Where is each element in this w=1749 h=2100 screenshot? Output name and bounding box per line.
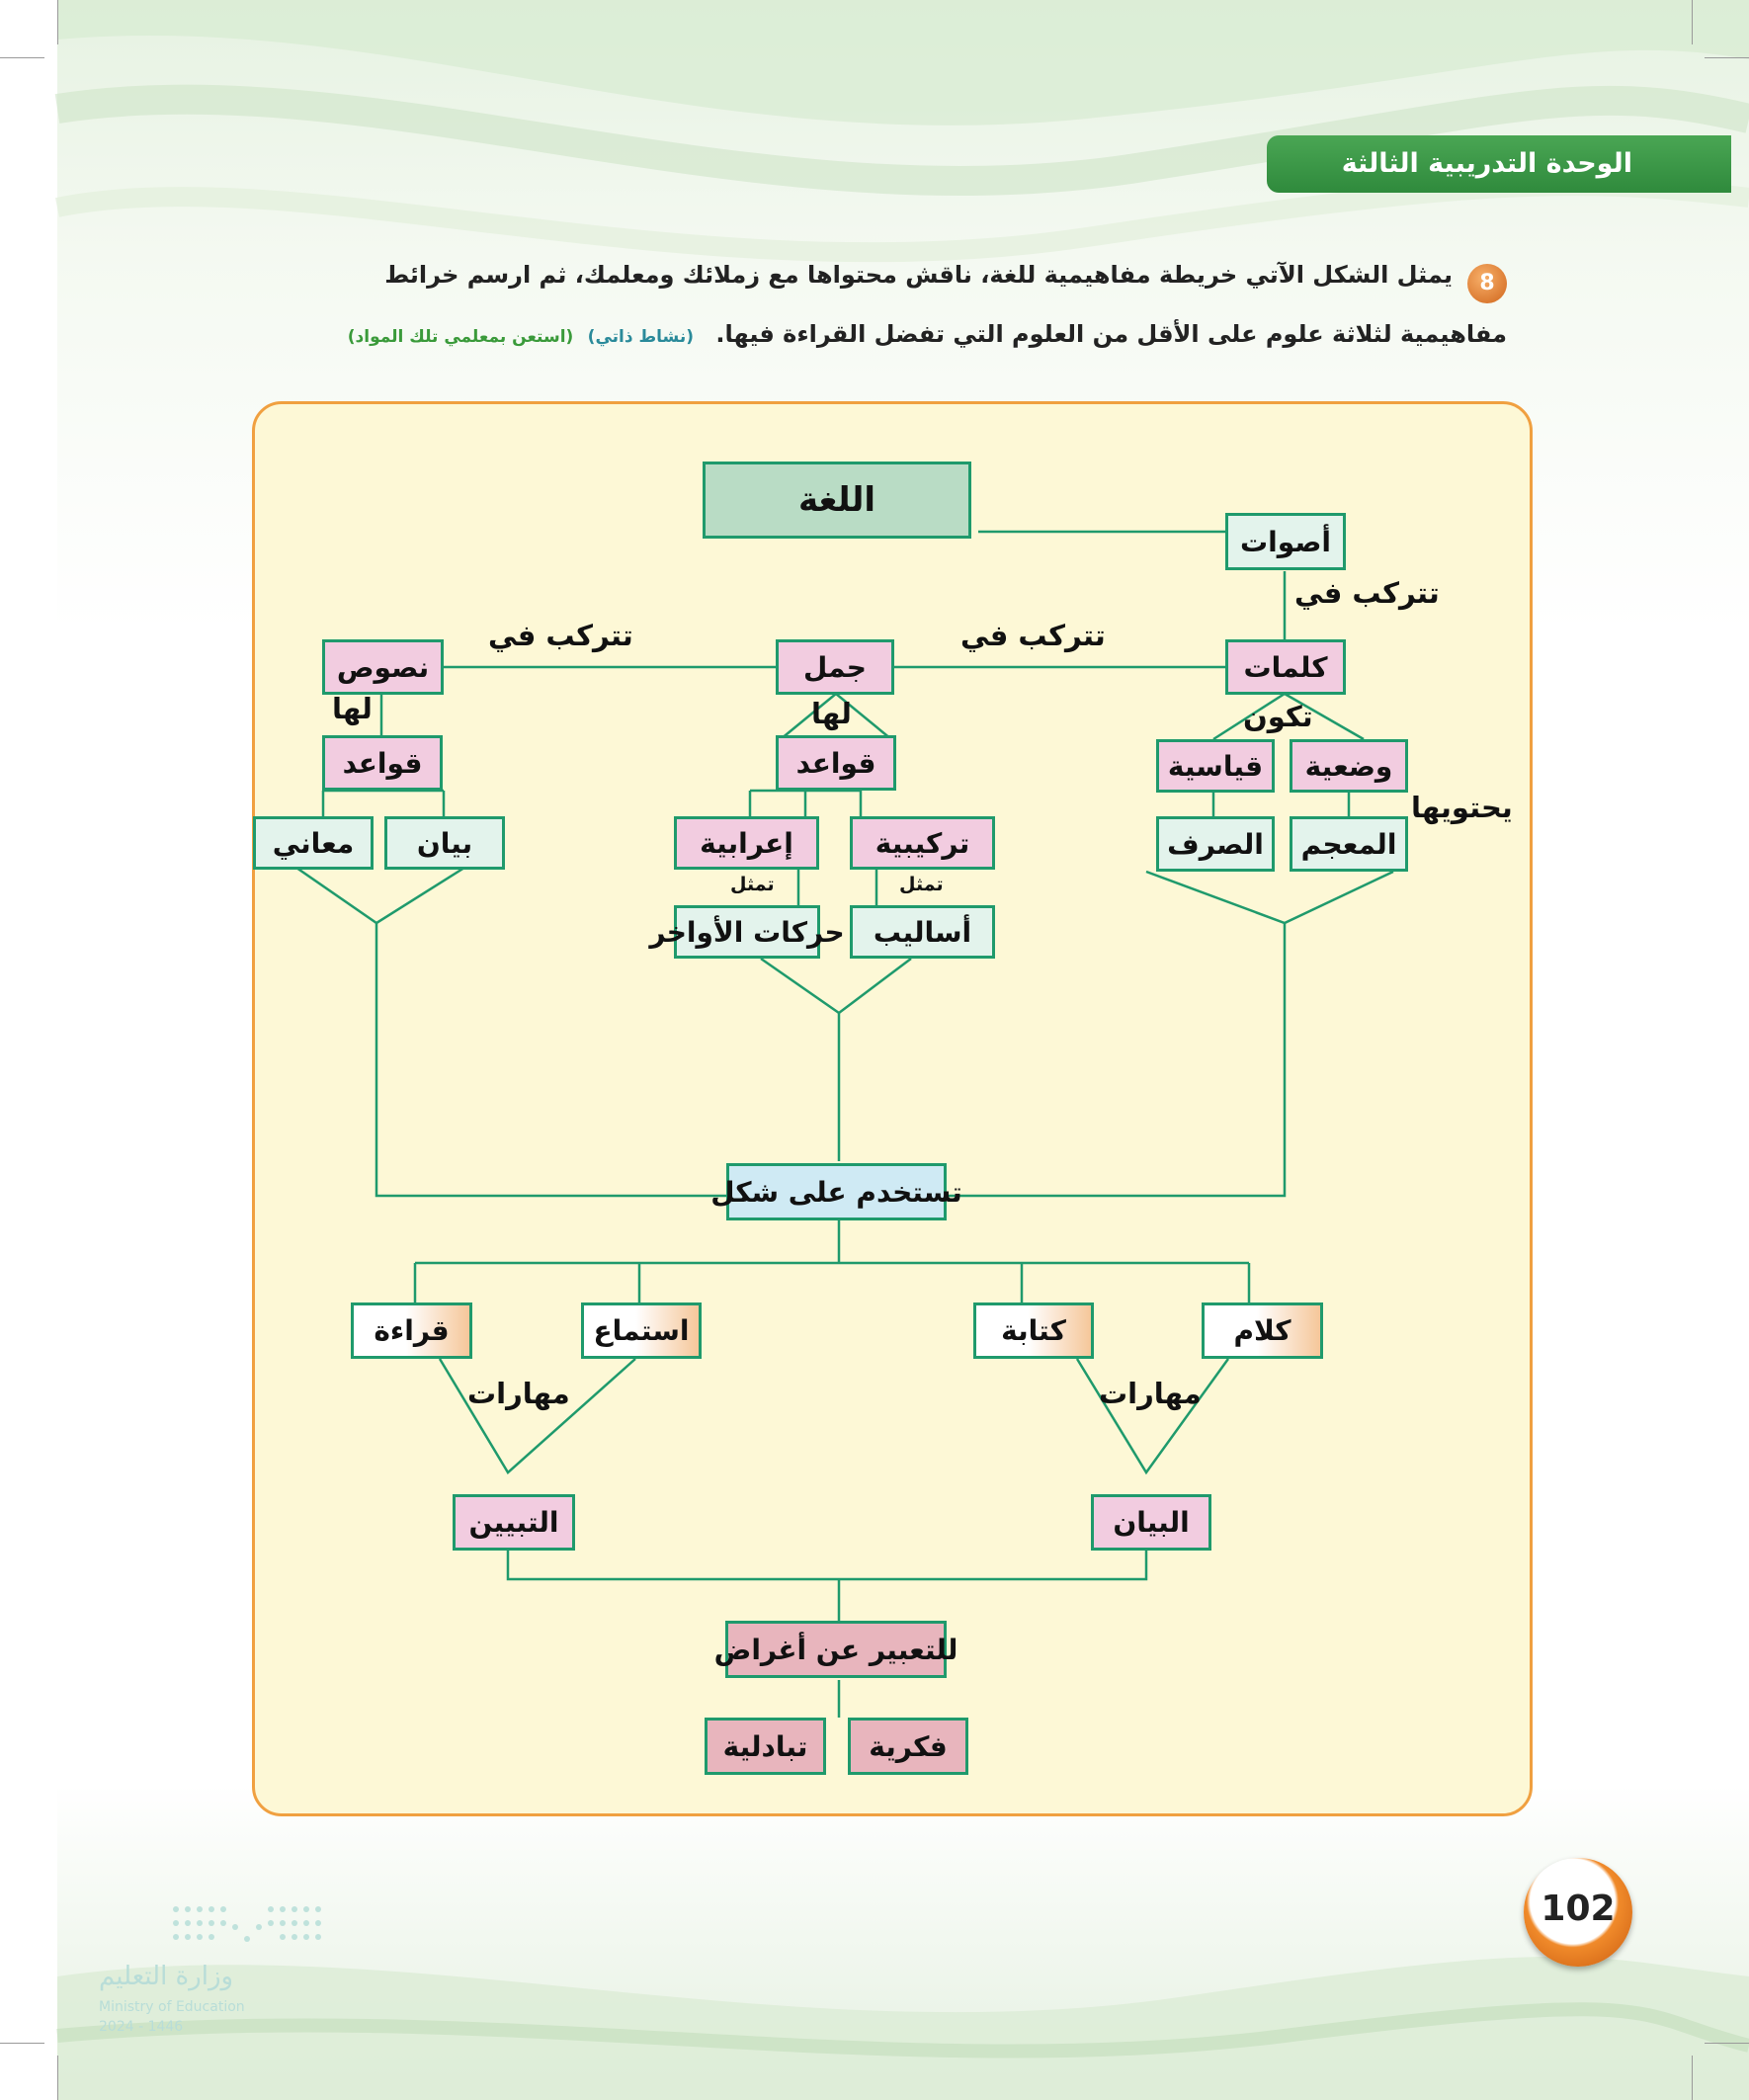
node-rules-sentences: قواعد: [776, 735, 896, 791]
question-number-badge: 8: [1467, 264, 1507, 303]
node-sentences: جمل: [776, 639, 894, 695]
label-contain: يحتويها: [1411, 791, 1513, 824]
ministry-name-arabic: وزارة التعليم: [99, 1962, 234, 1991]
node-used-as: تستخدم على شكل: [726, 1163, 947, 1220]
node-words: كلمات: [1225, 639, 1346, 695]
ministry-name-english: Ministry of Education: [99, 1999, 245, 2015]
question-line-2-text: مفاهيمية لثلاثة علوم على الأقل من العلوم التي تفضل القراءة فيها.: [715, 320, 1507, 348]
node-meanings: معاني: [253, 816, 374, 870]
question-text-line-1: يمثل الشكل الآتي خريطة مفاهيمية للغة، ناقش محتواها مع زملائك ومعلمك، ثم ارسم خرائط: [384, 261, 1453, 289]
node-intellectual: فكرية: [848, 1718, 968, 1775]
node-interactive: تبادلية: [705, 1718, 826, 1775]
node-speech: كلام: [1202, 1302, 1323, 1359]
label-represent-syntactic: تمثل: [899, 874, 944, 895]
label-has-sentences: لها: [811, 697, 852, 730]
unit-title-banner: الوحدة التدريبية الثالثة: [1267, 135, 1731, 193]
node-rules-texts: قواعد: [322, 735, 443, 791]
node-analogical: قياسية: [1156, 739, 1275, 793]
label-skills-left: مهارات: [467, 1377, 570, 1410]
label-combine-sentences: تتركب في: [488, 619, 633, 652]
node-sounds: أصوات: [1225, 513, 1346, 570]
ministry-logo-icon: [168, 1899, 326, 1949]
node-writing: كتابة: [973, 1302, 1094, 1359]
node-conventional: وضعية: [1290, 739, 1408, 793]
help-tag: (استعن بمعلمي تلك المواد): [347, 327, 574, 347]
node-listening: استماع: [581, 1302, 702, 1359]
node-lexicon: المعجم: [1290, 816, 1408, 872]
label-form: تكون: [1243, 700, 1313, 733]
node-morphology: الصرف: [1156, 816, 1275, 872]
node-eloquence: بيان: [384, 816, 505, 870]
root-node-language: اللغة: [703, 462, 971, 539]
node-reading: قراءة: [351, 1302, 472, 1359]
label-skills-right: مهارات: [1099, 1377, 1202, 1410]
ministry-year: 2024 - 1446: [99, 2019, 184, 2035]
label-combine-sounds: تتركب في: [1294, 576, 1440, 610]
node-texts: نصوص: [322, 639, 444, 695]
node-expression: البيان: [1091, 1494, 1211, 1551]
label-represent-grammatical: تمثل: [730, 874, 775, 895]
node-comprehension: التبيين: [453, 1494, 575, 1551]
label-combine-words: تتركب في: [960, 619, 1106, 652]
node-endings: حركات الأواخر: [674, 905, 820, 959]
node-styles: أساليب: [850, 905, 995, 959]
node-syntactic: تركيبية: [850, 816, 995, 870]
activity-tag: (نشاط ذاتي): [587, 327, 694, 347]
node-grammatical: إعرابية: [674, 816, 819, 870]
label-has-texts: لها: [332, 692, 373, 725]
page-number-badge: 102: [1524, 1858, 1632, 1967]
node-purpose: للتعبير عن أغراض: [725, 1621, 947, 1678]
